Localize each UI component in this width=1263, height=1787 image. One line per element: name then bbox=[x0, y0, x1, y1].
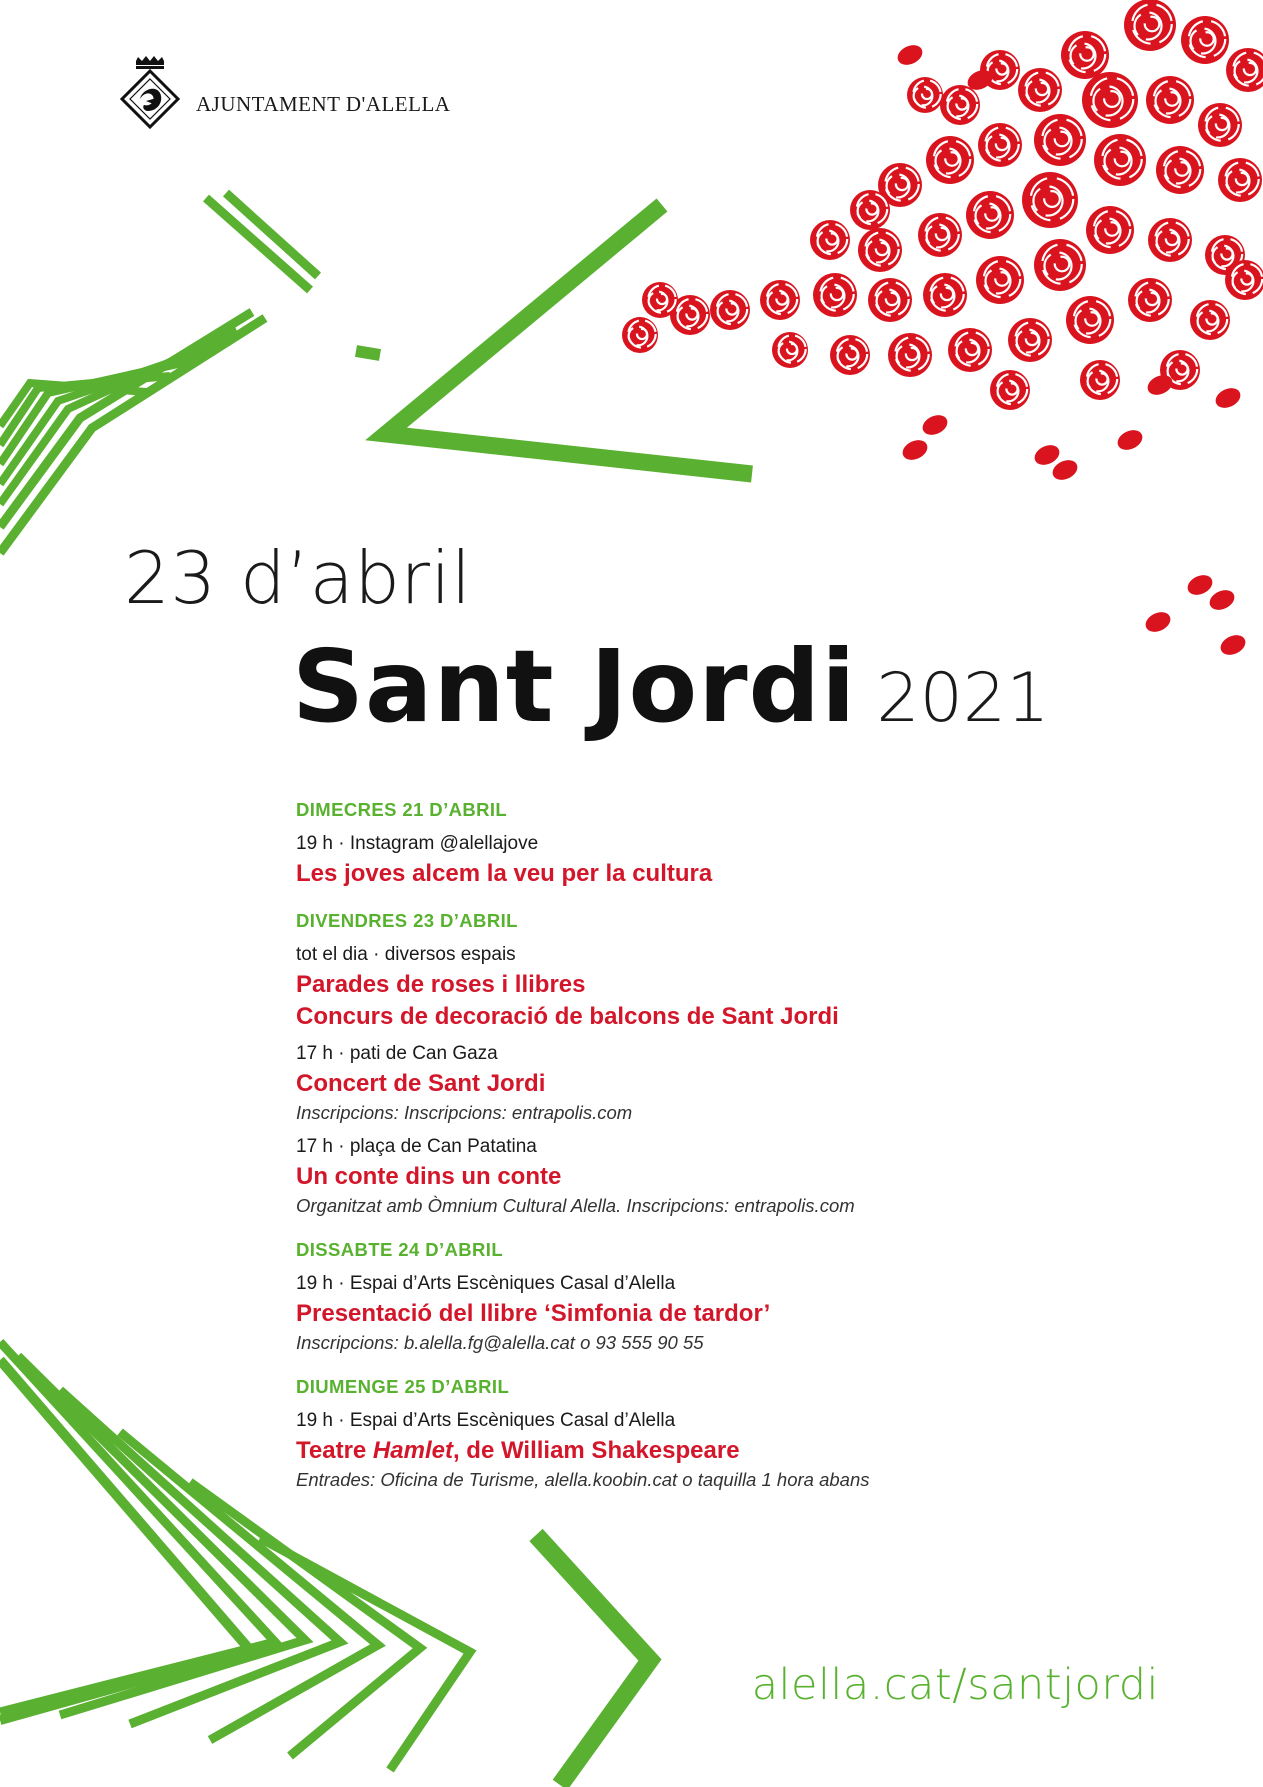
program-day bbox=[296, 1374, 1196, 1493]
program-list bbox=[296, 797, 1196, 1511]
rose-petal bbox=[919, 411, 950, 438]
event-title: Presentació del llibre ‘Simfonia de tardor’ bbox=[296, 1300, 771, 1327]
rose-petal bbox=[899, 436, 930, 463]
event-title: Un conte dins un conte bbox=[296, 1163, 562, 1190]
event-title: Parades de roses i llibres bbox=[296, 971, 586, 998]
title-main: Sant Jordi bbox=[292, 628, 857, 745]
rose-petal bbox=[1114, 426, 1145, 453]
program-event bbox=[296, 1039, 1196, 1126]
event-title bbox=[296, 1435, 1196, 1467]
program-event bbox=[296, 1132, 1196, 1219]
coat-of-arms-icon bbox=[116, 55, 184, 135]
event-title-part: Hamlet bbox=[372, 1437, 453, 1464]
rose-petal bbox=[1206, 586, 1237, 613]
event-title: Concurs de decoració de balcons de Sant Jordi bbox=[296, 1003, 839, 1030]
rose-petal bbox=[1212, 384, 1243, 411]
event-meta: 19 h · Espai d’Arts Escèniques Casal d’Alella bbox=[296, 1273, 676, 1294]
day-heading: DIVENDRES 23 D’ABRIL bbox=[296, 910, 518, 931]
rose-petal bbox=[1184, 571, 1215, 598]
day-heading: DIUMENGE 25 D’ABRIL bbox=[296, 1376, 510, 1397]
org-name: AJUNTAMENT D'ALELLA bbox=[196, 91, 451, 116]
event-meta: 19 h · Instagram @alellajove bbox=[296, 833, 539, 854]
event-note: Entrades: Oficina de Turisme, alella.koobin.cat o taquilla 1 hora abans bbox=[296, 1469, 870, 1490]
event-meta: 17 h · pati de Can Gaza bbox=[296, 1043, 498, 1064]
program-day bbox=[296, 1237, 1196, 1356]
program-event bbox=[296, 940, 1196, 1033]
event-meta: tot el dia · diversos espais bbox=[296, 944, 516, 965]
rose-petal bbox=[894, 41, 925, 68]
event-meta: 17 h · plaça de Can Patatina bbox=[296, 1136, 537, 1157]
logo-block bbox=[116, 55, 450, 135]
event-date: 23 d’abril bbox=[124, 536, 472, 620]
rose-petal bbox=[1142, 608, 1173, 635]
event-note: Organitzat amb Òmnium Cultural Alella. Inscripcions: entrapolis.com bbox=[296, 1195, 855, 1216]
day-heading: DISSABTE 24 D’ABRIL bbox=[296, 1239, 504, 1260]
page-title bbox=[292, 628, 1049, 745]
title-year: 2021 bbox=[876, 659, 1050, 738]
event-meta: 19 h · Espai d’Arts Escèniques Casal d’Alella bbox=[296, 1410, 676, 1431]
day-heading: DIMECRES 21 D’ABRIL bbox=[296, 799, 508, 820]
event-title-part: Teatre bbox=[296, 1437, 373, 1464]
event-title: Les joves alcem la veu per la cultura bbox=[296, 860, 713, 887]
event-note: Inscripcions: Inscripcions: entrapolis.com bbox=[296, 1102, 633, 1123]
event-title: Concert de Sant Jordi bbox=[296, 1070, 546, 1097]
program-event bbox=[296, 829, 1196, 890]
program-event bbox=[296, 1406, 1196, 1493]
program-day bbox=[296, 797, 1196, 890]
event-title-part: , de William Shakespeare bbox=[452, 1437, 740, 1464]
program-event bbox=[296, 1269, 1196, 1356]
event-note: Inscripcions: b.alella.fg@alella.cat o 93 555 90 55 bbox=[296, 1332, 704, 1353]
program-day bbox=[296, 908, 1196, 1219]
footer-url[interactable]: alella.cat/santjordi bbox=[751, 1660, 1159, 1710]
rose-petal bbox=[1217, 631, 1248, 658]
